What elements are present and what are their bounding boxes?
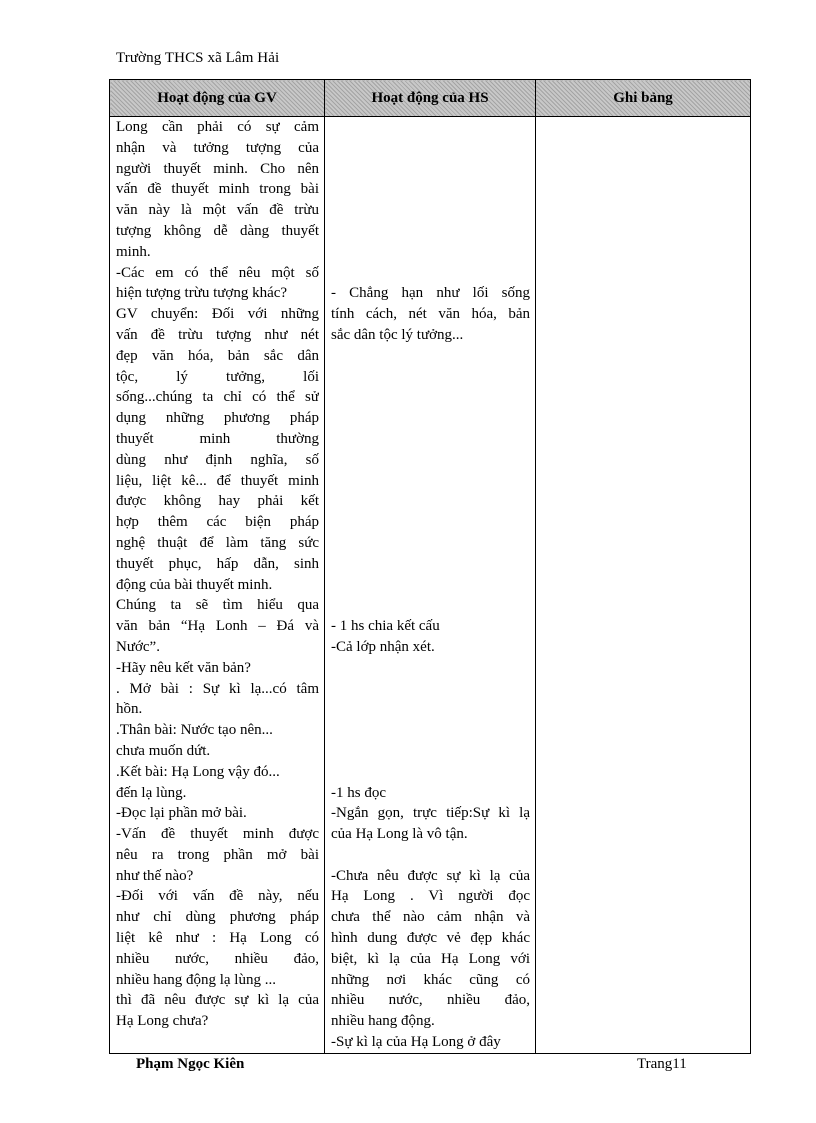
gv-activity-text — [110, 117, 324, 1032]
text-line — [331, 595, 530, 616]
text-line: động của bài thuyết minh. — [116, 576, 273, 593]
author-name: Phạm Ngọc Kiên — [136, 1056, 245, 1072]
text-line: Long cần phải có sự cảm — [116, 119, 319, 135]
text-line — [331, 346, 530, 367]
text-line: hình dung được vẻ đẹp khác — [331, 930, 530, 947]
text-line: dùng như định nghĩa, số — [116, 451, 319, 468]
gv-activity-cell — [110, 117, 325, 1054]
column-header-hs: Hoạt động của HS — [325, 80, 536, 117]
text-line: -Đọc lại phần mở bài. — [116, 805, 247, 822]
text-line — [331, 138, 530, 159]
text-line: .Kết bài: Hạ Long vậy đó... — [116, 763, 280, 780]
text-line: -Ngắn gọn, trực tiếp:Sự kì lạ — [331, 805, 530, 822]
text-line — [331, 658, 530, 679]
text-line: GV chuyển: Đối với những — [116, 306, 319, 323]
text-line — [331, 242, 530, 263]
text-line — [331, 575, 530, 596]
text-line: . Mở bài : Sự kì lạ...có tâm — [116, 680, 319, 697]
text-line: dụng những phương pháp — [116, 410, 319, 427]
text-line: đến lạ lùng. — [116, 784, 187, 801]
text-line: -Các em có thể nêu một số — [116, 264, 319, 281]
text-line: Nước”. — [116, 638, 160, 655]
text-line — [331, 367, 530, 388]
text-line: biệt, kì lạ của Hạ Long với — [331, 950, 530, 967]
text-line — [331, 221, 530, 242]
text-line — [331, 533, 530, 554]
text-line: liệu, liệt kê... để thuyết minh — [116, 472, 319, 489]
text-line — [331, 429, 530, 450]
table-row — [110, 117, 751, 1054]
text-line: vấn đề trừu tượng như nét — [116, 326, 319, 343]
text-line: Hạ Long . Vì người đọc — [331, 888, 530, 905]
text-line: của Hạ Long là vô tận. — [331, 826, 468, 843]
text-line: đẹp văn hóa, bản sắc dân — [116, 347, 319, 364]
text-line: như thế nào? — [116, 867, 194, 884]
text-line: liệt kê như : Hạ Long có — [116, 930, 319, 947]
text-line: văn bản “Hạ Lonh – Đá và — [116, 618, 319, 635]
table-header-row — [110, 80, 751, 117]
text-line: như chỉ dùng phương pháp — [116, 909, 319, 926]
column-header-gv: Hoạt động của GV — [110, 80, 325, 117]
text-line: nhận và tưởng tượng của — [116, 139, 319, 156]
text-line — [331, 554, 530, 575]
text-line — [331, 699, 530, 720]
text-line: nêu ra trong phần mở bài — [116, 846, 319, 863]
text-line: .Thân bài: Nước tạo nên... — [116, 722, 273, 739]
text-line — [331, 679, 530, 700]
text-line — [331, 159, 530, 180]
text-line: -1 hs đọc — [331, 784, 386, 801]
text-line: những nơi khác cũng có — [331, 971, 530, 988]
text-line — [331, 450, 530, 471]
text-line — [331, 845, 530, 866]
text-line: thuyết minh thường — [116, 430, 319, 447]
text-line: minh. — [116, 243, 151, 260]
text-line: - 1 hs chia kết cấu — [331, 618, 440, 635]
text-line: tộc, lý tưởng, lối — [116, 368, 319, 385]
text-line: thuyết phục, hấp dẫn, sinh — [116, 555, 319, 572]
text-line: -Cả lớp nhận xét. — [331, 638, 435, 655]
text-line: - Chẳng hạn như lối sống — [331, 285, 530, 302]
hs-activity-cell — [325, 117, 536, 1054]
text-line: nhiều nước, nhiều đảo, — [331, 992, 530, 1009]
text-line — [331, 512, 530, 533]
text-line: vấn đề thuyết minh trong bài — [116, 181, 319, 198]
text-line — [331, 263, 530, 284]
text-line: -Vấn đề thuyết minh được — [116, 826, 319, 843]
text-line: tượng không dễ dàng thuyết — [116, 222, 319, 239]
text-line: tính cách, nét văn hóa, bản — [331, 306, 530, 323]
text-line: -Hãy nêu kết văn bản? — [116, 659, 251, 676]
text-line — [331, 741, 530, 762]
text-line: Chúng ta sẽ tìm hiểu qua — [116, 597, 319, 614]
hs-activity-text — [325, 117, 535, 1053]
page-number: Trang11 — [637, 1056, 687, 1072]
text-line — [331, 200, 530, 221]
text-line: văn này là một vấn đề trừu — [116, 202, 319, 219]
text-line: sống...chúng ta chỉ có thể sử — [116, 389, 319, 406]
text-line — [331, 408, 530, 429]
text-line: -Chưa nêu được sự kì lạ của — [331, 867, 530, 884]
text-line — [331, 179, 530, 200]
text-line: hợp thêm các biện pháp — [116, 514, 319, 531]
text-line — [331, 387, 530, 408]
notes-cell — [536, 117, 751, 1054]
text-line: thì đã nêu được sự kì lạ của — [116, 992, 319, 1009]
text-line: hiện tượng trừu tượng khác? — [116, 285, 288, 302]
text-line: nghệ thuật để làm tăng sức — [116, 534, 319, 551]
text-line: người thuyết minh. Cho nên — [116, 160, 319, 177]
text-line — [331, 720, 530, 741]
text-line — [331, 762, 530, 783]
text-line: -Đối với vấn đề này, nếu — [116, 888, 319, 905]
text-line: sắc dân tộc lý tưởng... — [331, 326, 464, 343]
text-line: nhiều hang động. — [331, 1013, 435, 1030]
text-line: nhiều nước, nhiều đảo, — [116, 950, 319, 967]
text-line — [331, 117, 530, 138]
text-line: -Sự kì lạ của Hạ Long ở đây — [331, 1034, 501, 1051]
column-header-notes: Ghi bảng — [536, 80, 751, 117]
lesson-table — [109, 79, 751, 1054]
text-line: được không hay phải kết — [116, 493, 319, 510]
text-line — [331, 491, 530, 512]
text-line: chưa muốn dứt. — [116, 742, 211, 759]
text-line: chưa thể nào cảm nhận và — [331, 909, 530, 926]
text-line: nhiều hang động lạ lùng ... — [116, 971, 276, 988]
text-line: Hạ Long chưa? — [116, 1013, 209, 1030]
text-line: hồn. — [116, 701, 143, 718]
school-name: Trường THCS xã Lâm Hải — [116, 50, 280, 66]
text-line — [331, 471, 530, 492]
